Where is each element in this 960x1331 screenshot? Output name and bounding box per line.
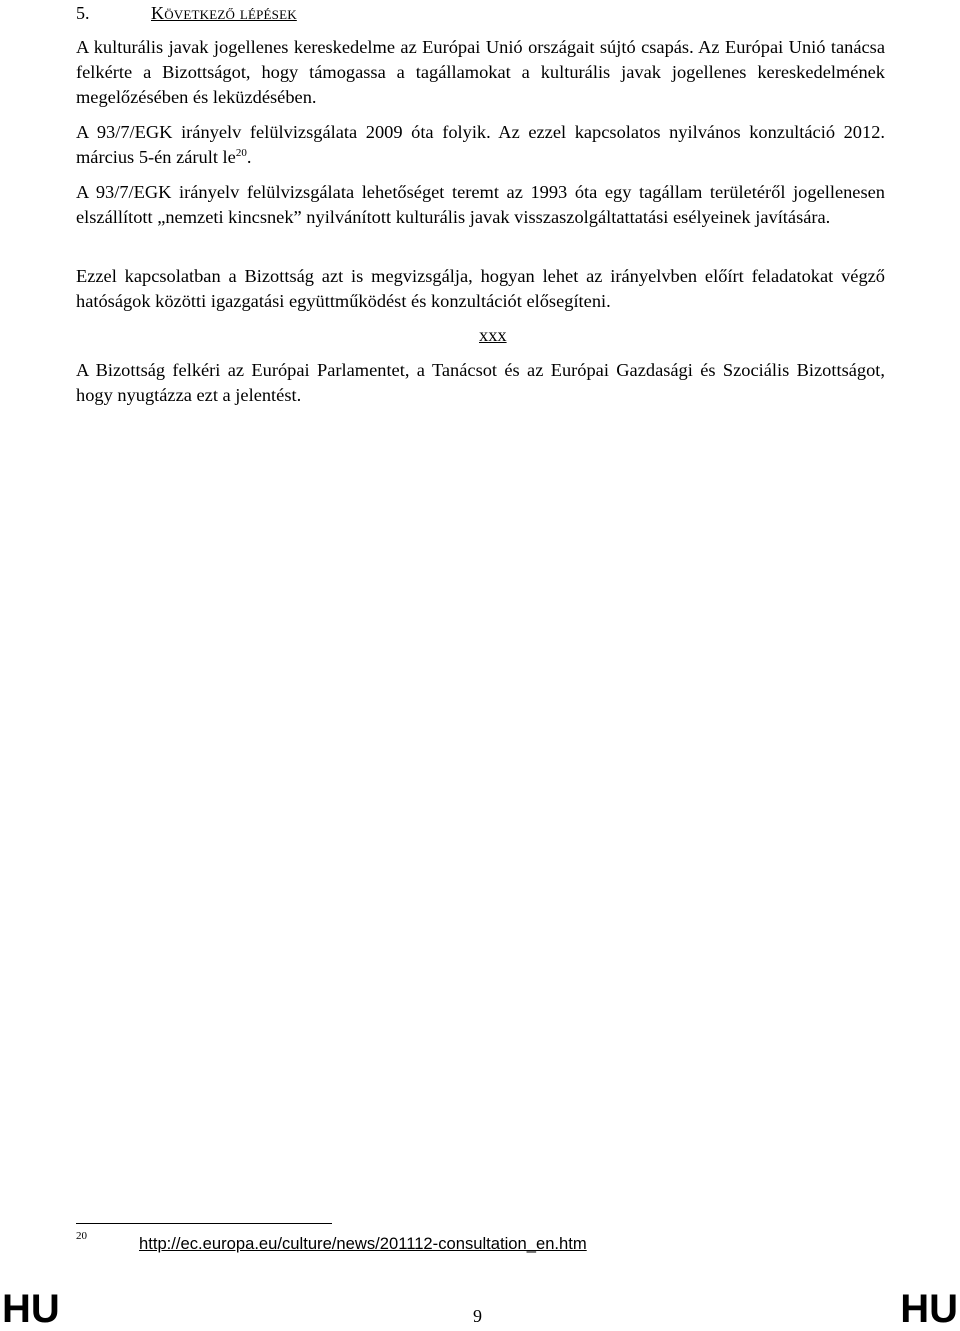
section-separator: xxx [479, 325, 507, 345]
paragraph-3: A 93/7/EGK irányelv felülvizsgálata lehetőséget teremt az 1993 óta egy tagállam területéről jogellenesen elszállított „nemzeti kincsnek” nyilvánított kulturális javak visszaszolgáltattatási esélyeinek javítására. [76, 182, 885, 227]
paragraph-4: Ezzel kapcsolatban a Bizottság azt is megvizsgálja, hogyan lehet az irányelvben előírt feladatokat végző hatóságok közötti igazgatási együttműködést és konzultációt elősegíteni. [76, 266, 885, 311]
paragraph-5: A Bizottság felkéri az Európai Parlamentet, a Tanácsot és az Európai Gazdasági és Szociális Bizottságot, hogy nyugtázza ezt a jelentést. [76, 360, 885, 405]
footnote-reference[interactable]: 20 [235, 147, 247, 159]
paragraph-2-text: A 93/7/EGK irányelv felülvizsgálata 2009 óta folyik. Az ezzel kapcsolatos nyilvános konzultáció 2012. március 5-én zárult le [76, 122, 885, 167]
section-title: Következő lépések [151, 3, 297, 23]
footer-language-left: HU [2, 1287, 60, 1331]
page-number: 9 [473, 1306, 482, 1326]
paragraph-2: A 93/7/EGK irányelv felülvizsgálata 2009 óta folyik. Az ezzel kapcsolatos nyilvános konzultáció 2012. március 5-én zárult $le^{20}$. [76, 122, 885, 167]
paragraph-1: A kulturális javak jogellenes kereskedelme az Európai Unió országait sújtó csapás. Az Európai Unió tanácsa felkérte a Bizottságot, hogy támogassa a tagállamokat a kulturális javak jogellenes kereskedelmének megelőzésében és leküzdésében. [76, 37, 885, 107]
footnote-number: 20 [76, 1230, 87, 1242]
section-number: 5. [76, 3, 90, 23]
footnote-link[interactable]: http://ec.europa.eu/culture/news/201112-consultation_en.htm [139, 1234, 587, 1253]
footer-language-right: HU [900, 1287, 958, 1331]
footnote-divider [76, 1223, 332, 1224]
section-heading [76, 2, 297, 24]
